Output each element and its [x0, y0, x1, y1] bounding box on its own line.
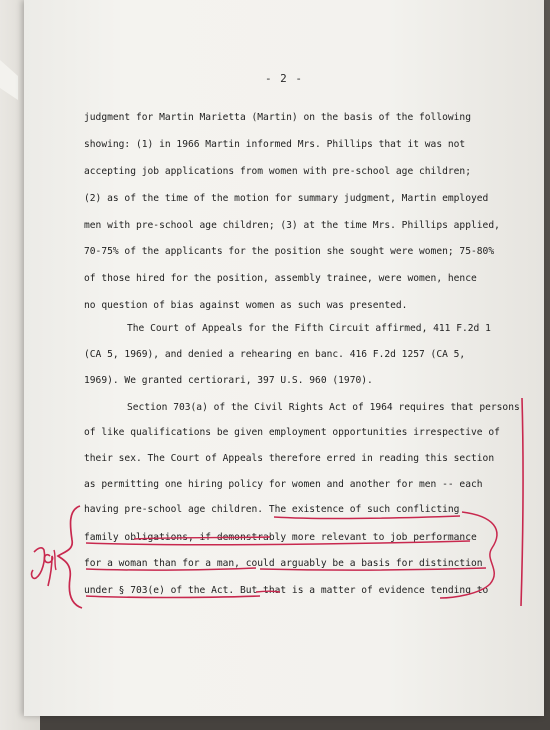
text-line-9: The Court of Appeals for the Fifth Circuit affirmed, 411 F.2d 1	[127, 323, 491, 334]
brace-left	[58, 506, 82, 608]
margin-initials-icon	[32, 548, 56, 586]
text-line-4: (2) as of the time of the motion for summary judgment, Martin employed	[84, 193, 489, 204]
text-line-2: showing: (1) in 1966 Martin informed Mrs. Phillips that it was not	[84, 139, 466, 150]
underline-section	[86, 596, 260, 598]
text-line-13: of like qualifications be given employment opportunities irrespective of	[84, 427, 500, 438]
text-line-6: 70-75% of the applicants for the position she sought were women; 75-80%	[84, 246, 495, 257]
margin-line-right	[521, 398, 523, 606]
underline-existence	[274, 516, 460, 519]
text-line-19: under § 703(e) of the Act. But that is a matter of evidence tending to	[84, 585, 489, 596]
text-line-16: having pre-school age children. The existence of such conflicting	[84, 504, 460, 515]
text-line-5: men with pre-school age children; (3) at the time Mrs. Phillips applied,	[84, 220, 500, 231]
text-line-10: (CA 5, 1969), and denied a rehearing en banc. 416 F.2d 1257 (CA 5,	[84, 349, 466, 360]
text-line-8: no question of bias against women as such was presented.	[84, 300, 408, 311]
text-line-12: Section 703(a) of the Civil Rights Act of 1964 requires that persons	[127, 402, 520, 413]
text-line-7: of those hired for the position, assembly trainee, were women, hence	[84, 273, 477, 284]
text-line-17: family obligations, if demonstrably more relevant to job performance	[84, 532, 477, 543]
text-line-15: as permitting one hiring policy for women and another for men -- each	[84, 479, 483, 490]
page-number: - 2 -	[264, 72, 304, 85]
text-line-14: their sex. The Court of Appeals therefore erred in reading this section	[84, 453, 495, 464]
text-line-1: judgment for Martin Marietta (Martin) on the basis of the following	[84, 112, 471, 123]
document-page	[24, 0, 544, 716]
text-line-18: for a woman than for a man, could arguably be a basis for distinction	[84, 558, 483, 569]
text-line-11: 1969). We granted certiorari, 397 U.S. 960 (1970).	[84, 375, 373, 386]
text-line-3: accepting job applications from women with pre-school age children;	[84, 166, 471, 177]
